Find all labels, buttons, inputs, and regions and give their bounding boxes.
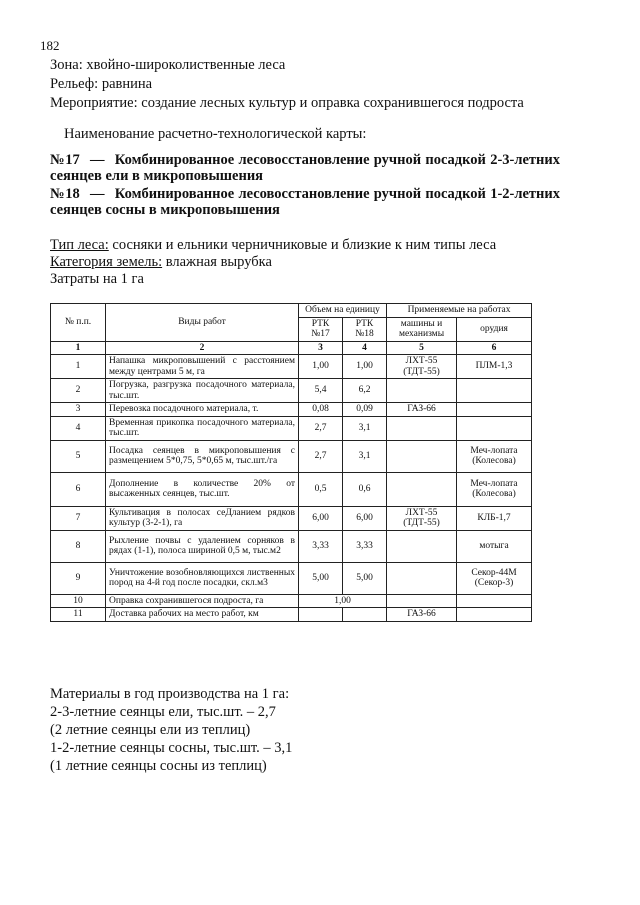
materials-line: 1-2-летние сеянцы сосны, тыс.шт. – 3,1 [50, 740, 293, 756]
machines-cell: ЛХТ-55 (ТДТ-55) [387, 506, 457, 530]
machines-cell [387, 530, 457, 562]
tools-cell: Меч-лопата (Колесова) [457, 472, 532, 506]
index-cell: 3 [299, 341, 343, 355]
volume-merged: 1,00 [299, 594, 387, 608]
land-category-label: Категория земель: [50, 254, 163, 270]
materials-line: 2-3-летние сеянцы ели, тыс.шт. – 2,7 [50, 704, 276, 720]
header [50, 56, 524, 113]
index-cell: 2 [106, 341, 299, 355]
index-row [51, 341, 532, 355]
volume-rtk17: 1,00 [299, 355, 343, 379]
tools-cell [457, 608, 532, 622]
header-volume: Объем на единицу [299, 304, 387, 318]
tools-cell [457, 379, 532, 403]
index-cell: 5 [387, 341, 457, 355]
work-name: Перевозка посадочного материала, т. [106, 403, 299, 417]
tools-cell [457, 594, 532, 608]
volume-rtk18: 1,00 [343, 355, 387, 379]
header-works: Виды работ [106, 304, 299, 342]
volume-rtk18: 3,1 [343, 416, 387, 440]
machines-cell: ЛХТ-55 (ТДТ-55) [387, 355, 457, 379]
index-cell: 4 [343, 341, 387, 355]
row-number: 2 [51, 379, 106, 403]
machines-cell [387, 562, 457, 594]
volume-rtk17: 0,5 [299, 472, 343, 506]
table-row [51, 403, 532, 417]
materials-line: (2 летние сеянцы ели из теплиц) [50, 722, 251, 738]
works-table [50, 303, 532, 622]
work-name: Дополнение в количестве 20% от высаженных сеянцев, тыс.шт. [106, 472, 299, 506]
index-cell: 1 [51, 341, 106, 355]
header-tools: орудия [457, 317, 532, 341]
forest-type-value: сосняки и ельники черничниковые и близкие к ним типы леса [108, 237, 497, 253]
volume-rtk18: 0,09 [343, 403, 387, 417]
forest-info [50, 237, 496, 288]
map-dash: — [90, 186, 105, 202]
machines-cell: ГАЗ-66 [387, 403, 457, 417]
machines-cell [387, 379, 457, 403]
costs-line: Затраты на 1 га [50, 271, 144, 287]
tools-cell: ПЛМ-1,3 [457, 355, 532, 379]
map-title-17 [50, 152, 560, 184]
header-rtk17: РТК №17 [299, 317, 343, 341]
volume-rtk17: 5,00 [299, 562, 343, 594]
table-row [51, 472, 532, 506]
machines-cell [387, 416, 457, 440]
map-title-18 [50, 186, 560, 218]
relief-line: Рельеф: равнина [50, 76, 153, 92]
row-number: 4 [51, 416, 106, 440]
machines-cell [387, 594, 457, 608]
volume-rtk18: 5,00 [343, 562, 387, 594]
table-row [51, 379, 532, 403]
table-row [51, 440, 532, 472]
measure-line: Мероприятие: создание лесных культур и оправка сохранившегося подроста [50, 95, 524, 111]
row-number: 11 [51, 608, 106, 622]
header-rtk18: РТК №18 [343, 317, 387, 341]
volume-rtk18: 3,1 [343, 440, 387, 472]
row-number: 7 [51, 506, 106, 530]
row-number: 9 [51, 562, 106, 594]
work-name: Временная прикопка посадочного материала, тыс.шт. [106, 416, 299, 440]
table-row [51, 530, 532, 562]
index-cell: 6 [457, 341, 532, 355]
table-row [51, 562, 532, 594]
machines-cell [387, 440, 457, 472]
tools-cell [457, 403, 532, 417]
forest-type-line [50, 237, 496, 254]
work-name: Посадка сеянцев в микроповышения с размещением 5*0,75, 5*0,65 м, тыс.шт./га [106, 440, 299, 472]
row-number: 8 [51, 530, 106, 562]
row-number: 5 [51, 440, 106, 472]
work-name: Погрузка, разгрузка посадочного материала, тыс.шт. [106, 379, 299, 403]
map-number: №17 [50, 152, 80, 168]
tools-cell: КЛБ-1,7 [457, 506, 532, 530]
tools-cell: мотыга [457, 530, 532, 562]
header-applied: Применяемые на работах [387, 304, 532, 318]
header-machines: машины и механизмы [387, 317, 457, 341]
volume-rtk17 [299, 608, 343, 622]
machines-cell: ГАЗ-66 [387, 608, 457, 622]
volume-rtk17: 2,7 [299, 416, 343, 440]
map-title-text: Комбинированное лесовосстановление ручной посадкой 1-2-летних сеянцев сосны в микроповышения [50, 186, 561, 218]
volume-rtk17: 0,08 [299, 403, 343, 417]
work-name: Напашка микроповышений с расстоянием между центрами 5 м, га [106, 355, 299, 379]
materials-line: Материалы в год производства на 1 га: [50, 686, 290, 702]
tools-cell: Меч-лопата (Колесова) [457, 440, 532, 472]
map-dash: — [90, 152, 105, 168]
map-number: №18 [50, 186, 80, 202]
table-row [51, 355, 532, 379]
work-name: Оправка сохранившегося подроста, га [106, 594, 299, 608]
work-name: Рыхление почвы с удалением сорняков в рядах (1-1), полоса шириной 0,5 м, тыс.м2 [106, 530, 299, 562]
zone-line: Зона: хвойно-широколиственные леса [50, 57, 286, 73]
row-number: 10 [51, 594, 106, 608]
work-name: Культивация в полосах сеДланием рядков культур (3-2-1), га [106, 506, 299, 530]
land-category-line [50, 254, 496, 271]
forest-type-label: Тип леса: [50, 237, 109, 253]
table-row [51, 594, 532, 608]
materials [50, 685, 292, 775]
land-category-value: влажная вырубка [162, 254, 272, 270]
volume-rtk17: 3,33 [299, 530, 343, 562]
row-number: 1 [51, 355, 106, 379]
tools-cell: Секор-44М (Секор-3) [457, 562, 532, 594]
volume-rtk18 [343, 608, 387, 622]
table-row [51, 416, 532, 440]
map-title-text: Комбинированное лесовосстановление ручной посадкой 2-3-летних сеянцев ели в микроповышения [50, 152, 561, 184]
volume-rtk17: 2,7 [299, 440, 343, 472]
machines-cell [387, 472, 457, 506]
header-no: № п.п. [51, 304, 106, 342]
table-row [51, 608, 532, 622]
volume-rtk18: 6,00 [343, 506, 387, 530]
row-number: 3 [51, 403, 106, 417]
volume-rtk18: 0,6 [343, 472, 387, 506]
materials-line: (1 летние сеянцы сосны из теплиц) [50, 758, 267, 774]
volume-rtk18: 3,33 [343, 530, 387, 562]
volume-rtk17: 5,4 [299, 379, 343, 403]
page-number: 182 [40, 38, 60, 53]
map-name-label: Наименование расчетно-технологической карты: [64, 126, 367, 142]
volume-rtk17: 6,00 [299, 506, 343, 530]
work-name: Уничтожение возобновляющихся лиственных пород на 4-й год после посадки, скл.м3 [106, 562, 299, 594]
tools-cell [457, 416, 532, 440]
row-number: 6 [51, 472, 106, 506]
work-name: Доставка рабочих на место работ, км [106, 608, 299, 622]
table-row [51, 506, 532, 530]
volume-rtk18: 6,2 [343, 379, 387, 403]
